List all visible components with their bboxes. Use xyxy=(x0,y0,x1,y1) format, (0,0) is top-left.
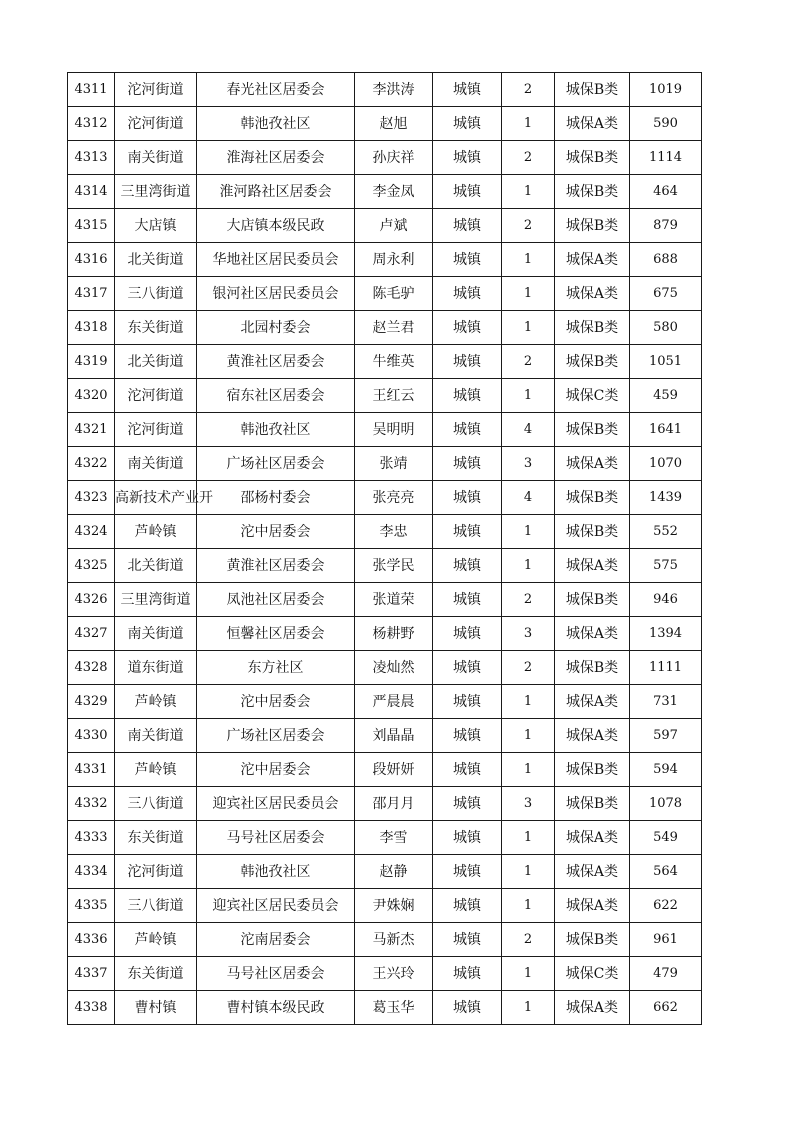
insurance-category-cell: 城保A类 xyxy=(555,719,630,753)
area-type-cell: 城镇 xyxy=(433,719,502,753)
person-name-cell: 张学民 xyxy=(355,549,433,583)
street-cell: 东关街道 xyxy=(115,957,197,991)
amount-cell: 590 xyxy=(630,107,702,141)
amount-cell: 459 xyxy=(630,379,702,413)
table-row xyxy=(68,209,702,243)
household-count-cell: 1 xyxy=(502,379,555,413)
amount-cell: 1439 xyxy=(630,481,702,515)
area-type-cell: 城镇 xyxy=(433,107,502,141)
person-name-cell: 杨耕野 xyxy=(355,617,433,651)
amount-cell: 688 xyxy=(630,243,702,277)
insurance-category-cell: 城保B类 xyxy=(555,923,630,957)
record-number-cell: 4334 xyxy=(68,855,115,889)
table-row xyxy=(68,107,702,141)
insurance-category-cell: 城保C类 xyxy=(555,957,630,991)
person-name-cell: 刘晶晶 xyxy=(355,719,433,753)
area-type-cell: 城镇 xyxy=(433,549,502,583)
record-number-cell: 4312 xyxy=(68,107,115,141)
table-row xyxy=(68,277,702,311)
committee-cell: 广场社区居委会 xyxy=(197,719,355,753)
household-count-cell: 4 xyxy=(502,413,555,447)
amount-cell: 1019 xyxy=(630,73,702,107)
insurance-category-cell: 城保B类 xyxy=(555,515,630,549)
area-type-cell: 城镇 xyxy=(433,277,502,311)
insurance-category-cell: 城保A类 xyxy=(555,889,630,923)
amount-cell: 464 xyxy=(630,175,702,209)
street-cell: 南关街道 xyxy=(115,617,197,651)
record-number-cell: 4325 xyxy=(68,549,115,583)
person-name-cell: 张靖 xyxy=(355,447,433,481)
record-number-cell: 4322 xyxy=(68,447,115,481)
committee-cell: 东方社区 xyxy=(197,651,355,685)
record-number-cell: 4323 xyxy=(68,481,115,515)
person-name-cell: 赵旭 xyxy=(355,107,433,141)
insurance-category-cell: 城保B类 xyxy=(555,481,630,515)
amount-cell: 564 xyxy=(630,855,702,889)
street-cell: 沱河街道 xyxy=(115,413,197,447)
household-count-cell: 2 xyxy=(502,141,555,175)
area-type-cell: 城镇 xyxy=(433,311,502,345)
area-type-cell: 城镇 xyxy=(433,651,502,685)
area-type-cell: 城镇 xyxy=(433,413,502,447)
person-name-cell: 赵静 xyxy=(355,855,433,889)
person-name-cell: 段妍妍 xyxy=(355,753,433,787)
household-count-cell: 2 xyxy=(502,583,555,617)
street-cell: 北关街道 xyxy=(115,345,197,379)
amount-cell: 1111 xyxy=(630,651,702,685)
street-cell: 沱河街道 xyxy=(115,379,197,413)
street-cell: 南关街道 xyxy=(115,141,197,175)
person-name-cell: 赵兰君 xyxy=(355,311,433,345)
street-cell: 芦岭镇 xyxy=(115,685,197,719)
person-name-cell: 张道荣 xyxy=(355,583,433,617)
committee-cell: 凤池社区居委会 xyxy=(197,583,355,617)
committee-cell: 北园村委会 xyxy=(197,311,355,345)
household-count-cell: 2 xyxy=(502,345,555,379)
insurance-category-cell: 城保B类 xyxy=(555,175,630,209)
person-name-cell: 李金凤 xyxy=(355,175,433,209)
committee-cell: 迎宾社区居民委员会 xyxy=(197,889,355,923)
committee-cell: 黄淮社区居委会 xyxy=(197,345,355,379)
street-cell: 芦岭镇 xyxy=(115,753,197,787)
street-cell: 高新技术产业开 xyxy=(115,481,197,515)
insurance-category-cell: 城保B类 xyxy=(555,583,630,617)
area-type-cell: 城镇 xyxy=(433,209,502,243)
table-row xyxy=(68,923,702,957)
person-name-cell: 尹姝娴 xyxy=(355,889,433,923)
person-name-cell: 周永利 xyxy=(355,243,433,277)
record-number-cell: 4321 xyxy=(68,413,115,447)
household-count-cell: 1 xyxy=(502,889,555,923)
area-type-cell: 城镇 xyxy=(433,787,502,821)
committee-cell: 马号社区居委会 xyxy=(197,821,355,855)
insurance-category-cell: 城保A类 xyxy=(555,549,630,583)
area-type-cell: 城镇 xyxy=(433,991,502,1025)
amount-cell: 479 xyxy=(630,957,702,991)
committee-cell: 春光社区居委会 xyxy=(197,73,355,107)
committee-cell: 宿东社区居委会 xyxy=(197,379,355,413)
household-count-cell: 1 xyxy=(502,107,555,141)
insurance-category-cell: 城保B类 xyxy=(555,345,630,379)
committee-cell: 银河社区居民委员会 xyxy=(197,277,355,311)
table-row xyxy=(68,787,702,821)
table-row xyxy=(68,753,702,787)
insurance-category-cell: 城保B类 xyxy=(555,787,630,821)
area-type-cell: 城镇 xyxy=(433,583,502,617)
street-cell: 东关街道 xyxy=(115,311,197,345)
record-number-cell: 4330 xyxy=(68,719,115,753)
household-count-cell: 1 xyxy=(502,957,555,991)
household-count-cell: 1 xyxy=(502,685,555,719)
person-name-cell: 卢斌 xyxy=(355,209,433,243)
committee-cell: 沱中居委会 xyxy=(197,515,355,549)
amount-cell: 622 xyxy=(630,889,702,923)
committee-cell: 迎宾社区居民委员会 xyxy=(197,787,355,821)
table-row xyxy=(68,175,702,209)
amount-cell: 597 xyxy=(630,719,702,753)
committee-cell: 韩池孜社区 xyxy=(197,855,355,889)
household-count-cell: 1 xyxy=(502,175,555,209)
record-number-cell: 4333 xyxy=(68,821,115,855)
household-count-cell: 1 xyxy=(502,277,555,311)
table-row xyxy=(68,583,702,617)
insurance-category-cell: 城保A类 xyxy=(555,243,630,277)
record-number-cell: 4335 xyxy=(68,889,115,923)
household-count-cell: 2 xyxy=(502,651,555,685)
committee-cell: 黄淮社区居委会 xyxy=(197,549,355,583)
record-number-cell: 4327 xyxy=(68,617,115,651)
record-number-cell: 4319 xyxy=(68,345,115,379)
record-number-cell: 4329 xyxy=(68,685,115,719)
table-row xyxy=(68,243,702,277)
table-row xyxy=(68,617,702,651)
insurance-category-cell: 城保A类 xyxy=(555,277,630,311)
table-row xyxy=(68,685,702,719)
amount-cell: 1078 xyxy=(630,787,702,821)
area-type-cell: 城镇 xyxy=(433,685,502,719)
committee-cell: 沱中居委会 xyxy=(197,685,355,719)
record-number-cell: 4338 xyxy=(68,991,115,1025)
amount-cell: 1394 xyxy=(630,617,702,651)
amount-cell: 879 xyxy=(630,209,702,243)
committee-cell: 大店镇本级民政 xyxy=(197,209,355,243)
person-name-cell: 张亮亮 xyxy=(355,481,433,515)
record-number-cell: 4332 xyxy=(68,787,115,821)
household-count-cell: 1 xyxy=(502,855,555,889)
table-row xyxy=(68,413,702,447)
record-number-cell: 4336 xyxy=(68,923,115,957)
area-type-cell: 城镇 xyxy=(433,889,502,923)
street-cell: 沱河街道 xyxy=(115,855,197,889)
insurance-category-cell: 城保B类 xyxy=(555,209,630,243)
person-name-cell: 凌灿然 xyxy=(355,651,433,685)
insurance-category-cell: 城保B类 xyxy=(555,73,630,107)
street-cell: 芦岭镇 xyxy=(115,515,197,549)
committee-cell: 邵杨村委会 xyxy=(197,481,355,515)
area-type-cell: 城镇 xyxy=(433,957,502,991)
record-number-cell: 4331 xyxy=(68,753,115,787)
committee-cell: 恒馨社区居委会 xyxy=(197,617,355,651)
household-count-cell: 2 xyxy=(502,923,555,957)
committee-cell: 华地社区居民委员会 xyxy=(197,243,355,277)
amount-cell: 731 xyxy=(630,685,702,719)
area-type-cell: 城镇 xyxy=(433,345,502,379)
amount-cell: 662 xyxy=(630,991,702,1025)
person-name-cell: 王红云 xyxy=(355,379,433,413)
table-row xyxy=(68,889,702,923)
amount-cell: 580 xyxy=(630,311,702,345)
amount-cell: 549 xyxy=(630,821,702,855)
table-row xyxy=(68,311,702,345)
street-cell: 北关街道 xyxy=(115,549,197,583)
street-cell: 南关街道 xyxy=(115,719,197,753)
table-body xyxy=(68,73,702,1025)
committee-cell: 韩池孜社区 xyxy=(197,107,355,141)
street-cell: 大店镇 xyxy=(115,209,197,243)
area-type-cell: 城镇 xyxy=(433,243,502,277)
street-cell: 曹村镇 xyxy=(115,991,197,1025)
street-cell: 三里湾街道 xyxy=(115,583,197,617)
person-name-cell: 陈毛驴 xyxy=(355,277,433,311)
amount-cell: 1070 xyxy=(630,447,702,481)
committee-cell: 马号社区居委会 xyxy=(197,957,355,991)
household-count-cell: 1 xyxy=(502,243,555,277)
household-count-cell: 1 xyxy=(502,311,555,345)
area-type-cell: 城镇 xyxy=(433,379,502,413)
amount-cell: 594 xyxy=(630,753,702,787)
committee-cell: 淮海社区居委会 xyxy=(197,141,355,175)
table-row xyxy=(68,719,702,753)
table-row xyxy=(68,821,702,855)
person-name-cell: 葛玉华 xyxy=(355,991,433,1025)
table-row xyxy=(68,957,702,991)
person-name-cell: 李雪 xyxy=(355,821,433,855)
insurance-category-cell: 城保C类 xyxy=(555,379,630,413)
street-cell: 三八街道 xyxy=(115,277,197,311)
household-count-cell: 4 xyxy=(502,481,555,515)
record-number-cell: 4311 xyxy=(68,73,115,107)
amount-cell: 1641 xyxy=(630,413,702,447)
record-number-cell: 4314 xyxy=(68,175,115,209)
household-count-cell: 1 xyxy=(502,549,555,583)
table-row xyxy=(68,141,702,175)
street-cell: 三八街道 xyxy=(115,889,197,923)
insurance-category-cell: 城保A类 xyxy=(555,447,630,481)
committee-cell: 韩池孜社区 xyxy=(197,413,355,447)
person-name-cell: 马新杰 xyxy=(355,923,433,957)
area-type-cell: 城镇 xyxy=(433,821,502,855)
committee-cell: 沱南居委会 xyxy=(197,923,355,957)
household-count-cell: 3 xyxy=(502,787,555,821)
committee-cell: 广场社区居委会 xyxy=(197,447,355,481)
person-name-cell: 牛维英 xyxy=(355,345,433,379)
committee-cell: 曹村镇本级民政 xyxy=(197,991,355,1025)
record-number-cell: 4317 xyxy=(68,277,115,311)
table-row xyxy=(68,549,702,583)
insurance-category-cell: 城保A类 xyxy=(555,685,630,719)
household-count-cell: 1 xyxy=(502,515,555,549)
person-name-cell: 严晨晨 xyxy=(355,685,433,719)
record-number-cell: 4316 xyxy=(68,243,115,277)
record-number-cell: 4315 xyxy=(68,209,115,243)
area-type-cell: 城镇 xyxy=(433,175,502,209)
street-cell: 东关街道 xyxy=(115,821,197,855)
household-count-cell: 2 xyxy=(502,209,555,243)
insurance-category-cell: 城保A类 xyxy=(555,855,630,889)
area-type-cell: 城镇 xyxy=(433,73,502,107)
area-type-cell: 城镇 xyxy=(433,923,502,957)
household-count-cell: 2 xyxy=(502,73,555,107)
area-type-cell: 城镇 xyxy=(433,515,502,549)
insurance-category-cell: 城保A类 xyxy=(555,107,630,141)
person-name-cell: 邵月月 xyxy=(355,787,433,821)
table-row xyxy=(68,481,702,515)
table-row xyxy=(68,345,702,379)
household-count-cell: 1 xyxy=(502,991,555,1025)
table-row xyxy=(68,651,702,685)
street-cell: 芦岭镇 xyxy=(115,923,197,957)
table-row xyxy=(68,515,702,549)
household-count-cell: 1 xyxy=(502,753,555,787)
household-count-cell: 1 xyxy=(502,719,555,753)
amount-cell: 961 xyxy=(630,923,702,957)
amount-cell: 552 xyxy=(630,515,702,549)
street-cell: 三里湾街道 xyxy=(115,175,197,209)
person-name-cell: 吴明明 xyxy=(355,413,433,447)
amount-cell: 1114 xyxy=(630,141,702,175)
amount-cell: 575 xyxy=(630,549,702,583)
table-row xyxy=(68,73,702,107)
record-number-cell: 4337 xyxy=(68,957,115,991)
insurance-category-cell: 城保A类 xyxy=(555,821,630,855)
amount-cell: 1051 xyxy=(630,345,702,379)
amount-cell: 946 xyxy=(630,583,702,617)
street-cell: 沱河街道 xyxy=(115,73,197,107)
record-number-cell: 4320 xyxy=(68,379,115,413)
area-type-cell: 城镇 xyxy=(433,753,502,787)
person-name-cell: 李忠 xyxy=(355,515,433,549)
table-row xyxy=(68,379,702,413)
insurance-category-cell: 城保B类 xyxy=(555,141,630,175)
person-name-cell: 王兴玲 xyxy=(355,957,433,991)
street-cell: 三八街道 xyxy=(115,787,197,821)
insurance-category-cell: 城保B类 xyxy=(555,413,630,447)
area-type-cell: 城镇 xyxy=(433,617,502,651)
street-cell: 南关街道 xyxy=(115,447,197,481)
recipient-table xyxy=(67,72,702,1025)
committee-cell: 沱中居委会 xyxy=(197,753,355,787)
person-name-cell: 孙庆祥 xyxy=(355,141,433,175)
insurance-category-cell: 城保B类 xyxy=(555,311,630,345)
record-number-cell: 4313 xyxy=(68,141,115,175)
street-cell: 北关街道 xyxy=(115,243,197,277)
amount-cell: 675 xyxy=(630,277,702,311)
household-count-cell: 1 xyxy=(502,821,555,855)
street-cell: 道东街道 xyxy=(115,651,197,685)
area-type-cell: 城镇 xyxy=(433,855,502,889)
record-number-cell: 4318 xyxy=(68,311,115,345)
insurance-category-cell: 城保B类 xyxy=(555,753,630,787)
insurance-category-cell: 城保A类 xyxy=(555,617,630,651)
record-number-cell: 4328 xyxy=(68,651,115,685)
household-count-cell: 3 xyxy=(502,447,555,481)
table-row xyxy=(68,447,702,481)
record-number-cell: 4324 xyxy=(68,515,115,549)
person-name-cell: 李洪涛 xyxy=(355,73,433,107)
table-row xyxy=(68,991,702,1025)
insurance-category-cell: 城保A类 xyxy=(555,991,630,1025)
record-number-cell: 4326 xyxy=(68,583,115,617)
household-count-cell: 3 xyxy=(502,617,555,651)
street-cell: 沱河街道 xyxy=(115,107,197,141)
area-type-cell: 城镇 xyxy=(433,481,502,515)
insurance-category-cell: 城保B类 xyxy=(555,651,630,685)
area-type-cell: 城镇 xyxy=(433,141,502,175)
area-type-cell: 城镇 xyxy=(433,447,502,481)
committee-cell: 淮河路社区居委会 xyxy=(197,175,355,209)
table-row xyxy=(68,855,702,889)
